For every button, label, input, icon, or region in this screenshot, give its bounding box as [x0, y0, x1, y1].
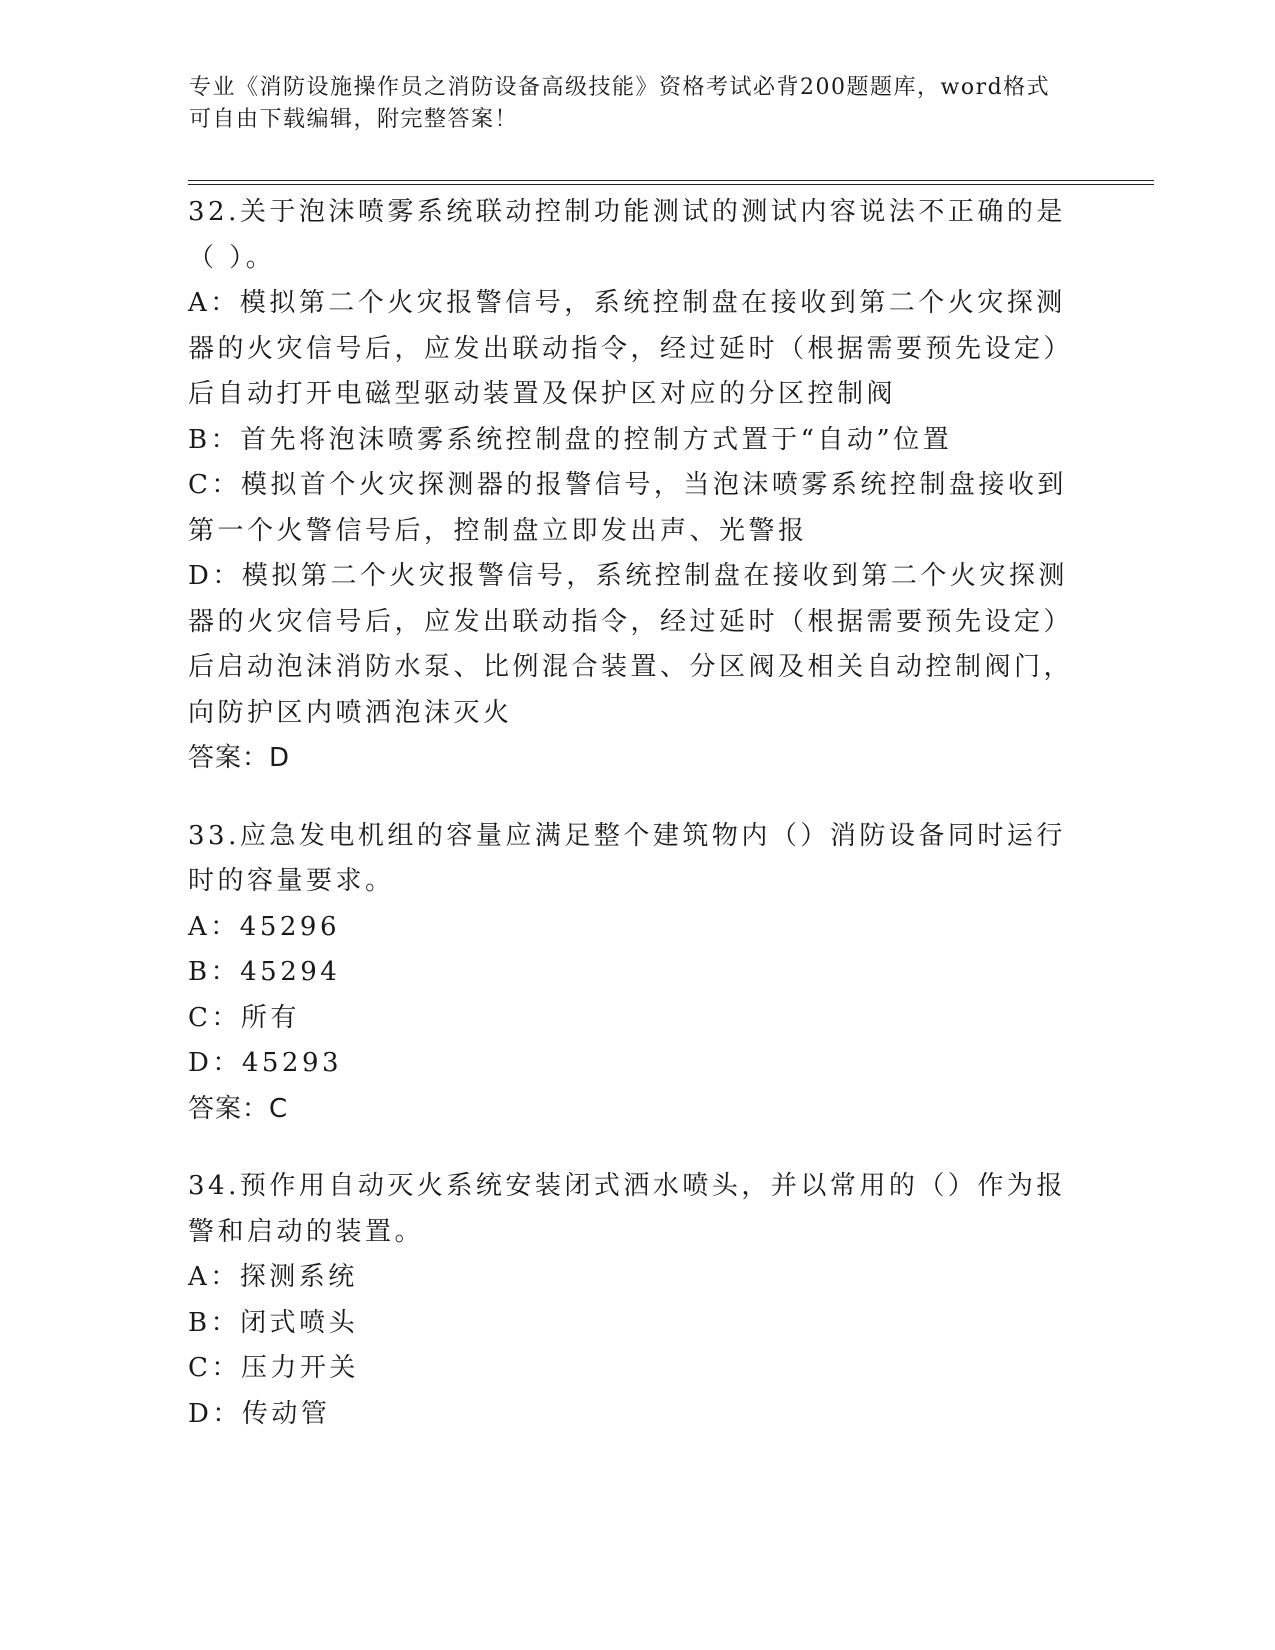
header-divider-top — [188, 180, 1154, 181]
option-d: D：模拟第二个火灾报警信号，系统控制盘在接收到第二个火灾探测器的火灾信号后，应发出联动指令，经过延时（根据需要预先设定）后启动泡沫消防水泵、比例混合装置、分区阀及相关自动控制阀门，向防护区内喷洒泡沫灭火 — [188, 561, 1074, 728]
question-stem: 32.关于泡沫喷雾系统联动控制功能测试的测试内容说法不正确的是（ ）。 — [188, 197, 1066, 273]
option-b: B：首先将泡沫喷雾系统控制盘的控制方式置于“自动”位置 — [188, 424, 953, 455]
option-c: C：压力开关 — [188, 1353, 359, 1383]
header-divider-bottom — [188, 184, 1154, 185]
answer: 答案：D — [188, 743, 291, 773]
option-c: C：所有 — [188, 1002, 300, 1033]
question-stem: 33.应急发电机组的容量应满足整个建筑物内（）消防设备同时运行时的容量要求。 — [188, 820, 1066, 896]
question-32 — [188, 190, 1088, 782]
option-d: D：45293 — [188, 1048, 343, 1078]
option-a: A：45296 — [188, 911, 340, 942]
option-a: A：探测系统 — [188, 1262, 358, 1292]
document-header: 专业《消防设施操作员之消防设备高级技能》资格考试必背200题题库，word格式可自由下载编辑，附完整答案！ — [189, 75, 1051, 132]
question-34 — [188, 1164, 1088, 1437]
option-d: D：传动管 — [188, 1398, 331, 1429]
option-a: A：模拟第二个火灾报警信号，系统控制盘在接收到第二个火灾探测器的火灾信号后，应发出联动指令，经过延时（根据需要预先设定）后自动打开电磁型驱动装置及保护区对应的分区控制阀 — [188, 288, 1074, 409]
question-33 — [188, 814, 1088, 1133]
question-stem: 34.预作用自动灭火系统安装闭式洒水喷头，并以常用的（）作为报警和启动的装置。 — [188, 1171, 1066, 1247]
question-list — [188, 190, 1088, 1469]
option-c: C：模拟首个火灾探测器的报警信号，当泡沫喷雾系统控制盘接收到第一个火警信号后，控制盘立即发出声、光警报 — [188, 470, 1067, 546]
option-b: B：闭式喷头 — [188, 1307, 359, 1338]
option-b: B：45294 — [188, 957, 341, 987]
answer: 答案：C — [188, 1093, 289, 1124]
